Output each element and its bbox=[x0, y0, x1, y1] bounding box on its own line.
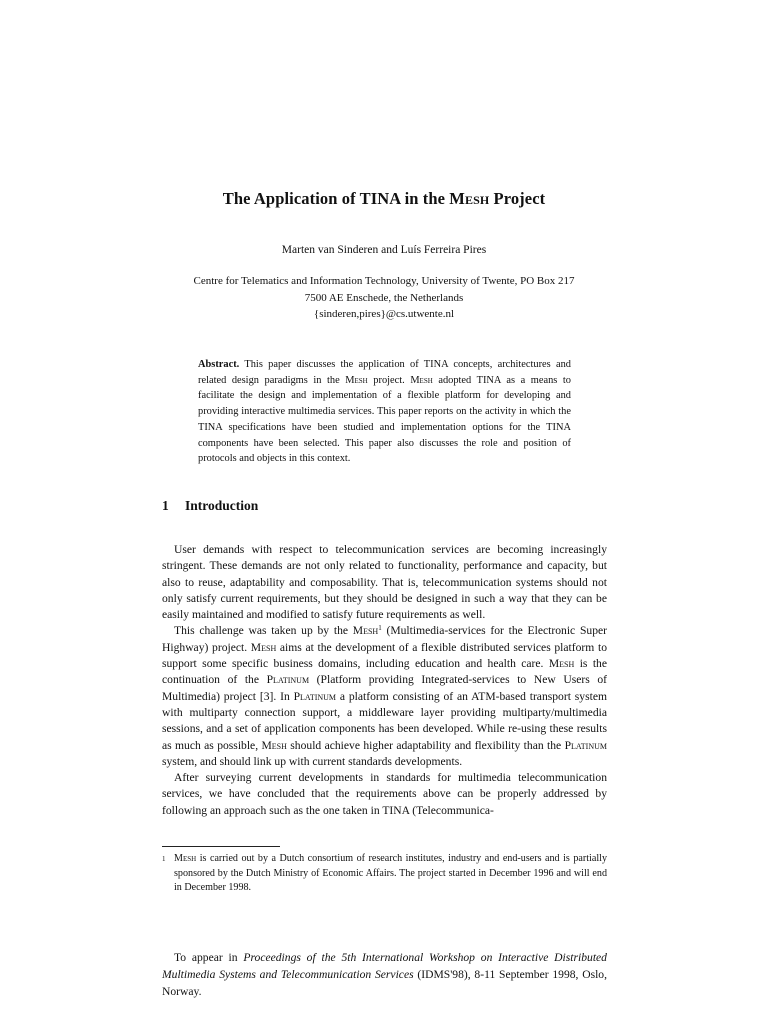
paragraph: After surveying current developments in standards for multimedia telecommunication services, we have concluded that the requirements above can be properly addressed by following an approach such as the one taken in TINA (Telecommunica- bbox=[162, 771, 607, 817]
body-text bbox=[162, 542, 607, 819]
footnote-text: Mesh is carried out by a Dutch consortium of research institutes, industry and end-users and is partially sponsored by the Dutch Ministry of Economic Affairs. The project started in December 1996 and will end in December 1998. bbox=[174, 853, 607, 894]
affiliation bbox=[0, 273, 768, 323]
abstract-label: Abstract. bbox=[198, 359, 240, 370]
mesh-name: Mesh bbox=[548, 657, 575, 671]
platinum-name: Platinum bbox=[564, 738, 608, 752]
platinum-name: Platinum bbox=[293, 689, 337, 703]
affiliation-line-2: 7500 AE Enschede, the Netherlands bbox=[304, 291, 464, 304]
section-number: 1 bbox=[162, 498, 169, 513]
footnote-divider bbox=[162, 846, 280, 847]
paper-title: The Application of TINA in the Mesh Project bbox=[222, 189, 546, 208]
mesh-name: Mesh bbox=[250, 640, 277, 654]
section-heading bbox=[162, 498, 622, 514]
mesh-name: Mesh bbox=[261, 738, 287, 752]
footnote-reference: 1 bbox=[378, 624, 382, 633]
mesh-name: Mesh bbox=[410, 374, 433, 386]
abstract: Abstract. This paper discusses the application of TINA concepts, architectures and related design paradigms in the Mesh project. Mesh adopted TINA as a means to facilitate the design and implementation of a flexible platform for developing and providing interactive multimedia services. This paper reports on the activity in which the TINA specifications have been studied and implementation options for the TINA components have been selected. This paper also discusses the role and position of protocols and objects in this context. bbox=[198, 359, 571, 465]
mesh-name: Mesh bbox=[174, 853, 197, 864]
mesh-name: Mesh bbox=[345, 374, 368, 386]
paragraph: This challenge was taken up by the Mesh$^1$ (Multimedia-services for the Electronic Super Highway) project. Mesh aims at the development of a flexible distributed services platform to support some specific business domains, including education and health care. Mesh is the continuation of the Platinum (Platform providing Integrated-services to New Users of Multimedia) project [3]. In Platinum a platform consisting of an ATM-based transport system with multiparty connection support, a middleware layer providing multiparty/multimedia sessions, and a set of application components has been developed. While re-using these results as much as possible, Mesh should achieve higher adaptability and flexibility than the Platinum system, and should link up with current standards developments. bbox=[162, 624, 608, 768]
mesh-name: Mesh bbox=[449, 189, 490, 208]
mesh-name: Mesh bbox=[352, 624, 379, 638]
footnote bbox=[162, 852, 607, 896]
affiliation-line-1: Centre for Telematics and Information Technology, University of Twente, PO Box 217 bbox=[193, 275, 575, 287]
author-list: Marten van Sinderen and Luís Ferreira Pires bbox=[281, 244, 487, 256]
footnote-mark: 1 bbox=[162, 855, 166, 863]
author-email: {sinderen,pires}@cs.utwente.nl bbox=[313, 308, 455, 320]
paragraph: User demands with respect to telecommunication services are becoming increasingly stringent. These demands are not only related to functionality, performance and capacity, but also to reuse, adaptability and composability. That is, telecommunication systems should not only satisfy current requirements, but they should be designed in such a way that they can be easily maintained and modified to satisfy future requirements as well. bbox=[162, 543, 607, 622]
publication-note: To appear in Proceedings of the 5th International Workshop on Interactive Distributed Multimedia Systems and Telecommunication Services (IDMS'98), 8-11 September 1998, Oslo, Norway. bbox=[162, 951, 607, 998]
section-title: Introduction bbox=[185, 498, 259, 513]
venue-name: Proceedings of the 5th International Workshop on Interactive Distributed Multimedia Systems and Telecommunication Services bbox=[162, 951, 607, 981]
platinum-name: Platinum bbox=[266, 673, 310, 687]
